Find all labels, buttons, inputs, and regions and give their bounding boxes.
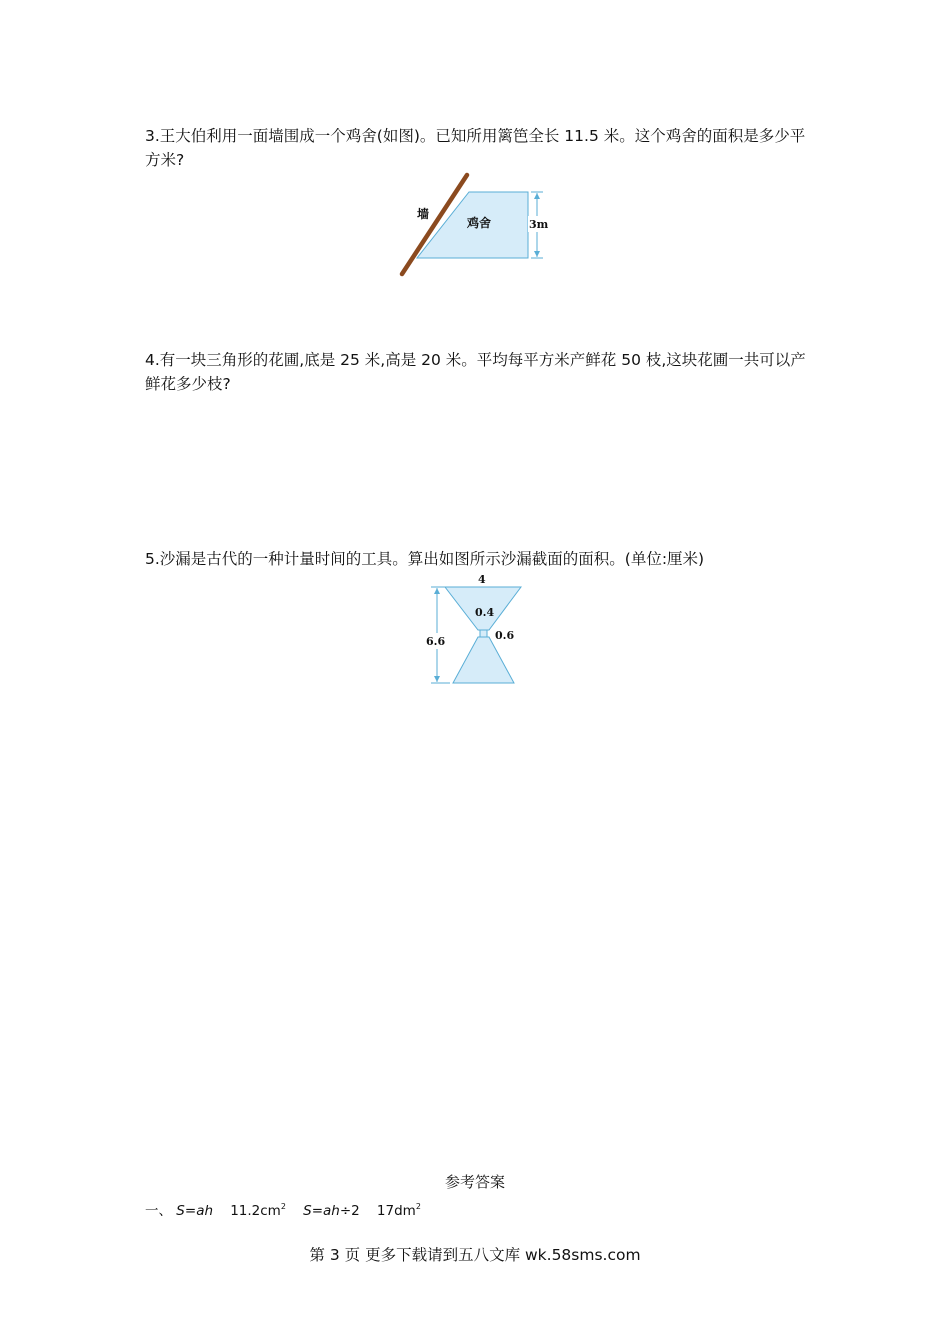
question-5-text: 5.沙漏是古代的一种计量时间的工具。算出如图所示沙漏截面的面积。(单位:厘米) [145,550,705,568]
answer-value-2: 17dm [376,1203,416,1219]
formula-s: S [303,1203,312,1219]
formula-eq: = [184,1203,197,1219]
question-5 [145,547,815,571]
answer-value-2-unit-power: 2 [415,1202,421,1211]
answer-value-1: 11.2cm [230,1203,281,1219]
height-label: 3m [529,218,549,231]
formula-ah: ah [196,1203,214,1219]
answer-prefix: 一、 [145,1203,172,1219]
coop-label: 鸡舍 [467,216,492,230]
hourglass-bottom [453,637,514,683]
answer-value-1-unit-power: 2 [280,1202,286,1211]
formula-s: S [176,1203,185,1219]
hourglass-figure [420,572,530,694]
question-4-text: 4.有一块三角形的花圃,底是 25 米,高是 20 米。平均每平方米产鲜花 50 枝,这块花圃一共可以产鲜花多少枝? [145,351,806,393]
wall-label: 墙 [417,207,430,221]
inner-label: 0.4 [475,606,495,619]
question-3 [145,124,815,172]
answers-title: 参考答案 [444,1173,505,1191]
side-label: 0.6 [495,629,515,642]
height-label: 6.6 [426,635,446,648]
formula-ah: ah [323,1203,340,1219]
question-3-text: 3.王大伯利用一面墙围成一个鸡舍(如图)。已知所用篱笆全长 11.5 米。这个鸡舍的面积是多少平方米? [145,127,806,169]
formula-eq: = [311,1203,323,1219]
chicken-coop-figure [395,170,555,284]
question-4 [145,348,815,396]
hourglass-neck [480,630,487,637]
formula-div: ÷2 [339,1203,360,1219]
page-footer: 第 3 页 更多下载请到五八文库 wk.58sms.com [309,1246,641,1264]
top-label: 4 [478,573,486,586]
answer-line [145,1199,421,1219]
